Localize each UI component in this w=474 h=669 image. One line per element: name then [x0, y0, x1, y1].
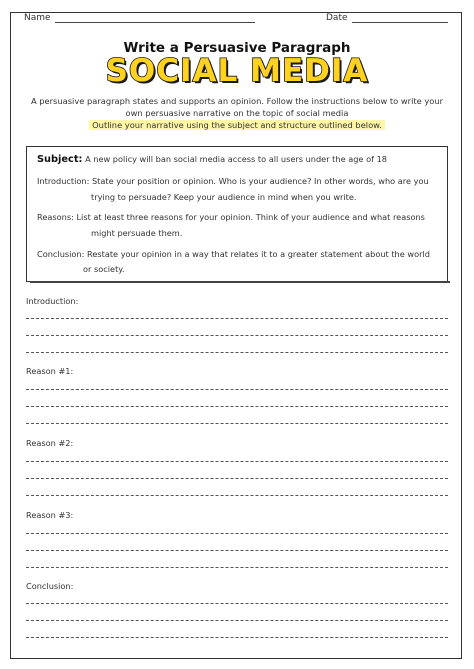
- intro-line-1: A persuasive paragraph states and supports an opinion. Follow the instructions below to write your: [30, 96, 444, 106]
- introduction-text-cont: trying to persuade? Keep your audience in mind when you write.: [91, 192, 357, 202]
- writing-line[interactable]: [26, 637, 448, 638]
- conclusion-text-cont: or society.: [83, 264, 125, 274]
- reasons-text: List at least three reasons for your opinion. Think of your audience and what reasons: [76, 212, 425, 222]
- writing-line[interactable]: [26, 495, 448, 496]
- reasons-text-cont: might persuade them.: [91, 228, 183, 238]
- section-label-reason-3: Reason #3:: [26, 510, 74, 520]
- writing-line[interactable]: [26, 406, 448, 407]
- writing-line[interactable]: [26, 550, 448, 551]
- writing-line[interactable]: [26, 461, 448, 462]
- introduction-label: Introduction:: [37, 176, 90, 186]
- outline-box: [26, 146, 448, 282]
- conclusion-row: [37, 248, 430, 260]
- writing-line[interactable]: [26, 335, 448, 336]
- writing-line[interactable]: [26, 567, 448, 568]
- section-label-conclusion: Conclusion:: [26, 581, 74, 591]
- intro-highlight: Outline your narrative using the subject and structure outlined below.: [89, 120, 385, 130]
- reasons-row: [37, 211, 425, 223]
- worksheet-title: Write a Persuasive Paragraph: [123, 40, 351, 56]
- name-label: Name: [24, 13, 51, 23]
- subject-text: A new policy will ban social media access to all users under the age of 18: [85, 154, 387, 164]
- section-label-reason-2: Reason #2:: [26, 438, 74, 448]
- conclusion-text: Restate your opinion in a way that relates it to a greater statement about the world: [87, 249, 430, 259]
- reasons-label: Reasons:: [37, 212, 74, 222]
- writing-line[interactable]: [26, 352, 448, 353]
- section-label-introduction: Introduction:: [26, 296, 79, 306]
- writing-line[interactable]: [26, 620, 448, 621]
- subject-row: [37, 153, 387, 166]
- outline-box-shadow: [30, 281, 450, 283]
- name-field[interactable]: [24, 13, 255, 23]
- writing-line[interactable]: [26, 603, 448, 604]
- subject-label: Subject:: [37, 154, 83, 165]
- name-line[interactable]: [55, 21, 255, 23]
- date-field[interactable]: [326, 13, 448, 23]
- writing-line[interactable]: [26, 478, 448, 479]
- writing-line[interactable]: [26, 318, 448, 319]
- writing-line[interactable]: [26, 423, 448, 424]
- date-line[interactable]: [352, 21, 448, 23]
- conclusion-label: Conclusion:: [37, 249, 85, 259]
- intro-line-2: own persuasive narrative on the topic of social media: [125, 108, 349, 118]
- topic-title: SOCIAL MEDIA: [105, 53, 369, 89]
- section-label-reason-1: Reason #1:: [26, 366, 74, 376]
- introduction-text: State your position or opinion. Who is your audience? In other words, who are you: [91, 176, 429, 186]
- date-label: Date: [326, 13, 348, 23]
- writing-line[interactable]: [26, 389, 448, 390]
- introduction-row: [37, 175, 429, 187]
- intro-text: [28, 95, 446, 131]
- writing-line[interactable]: [26, 533, 448, 534]
